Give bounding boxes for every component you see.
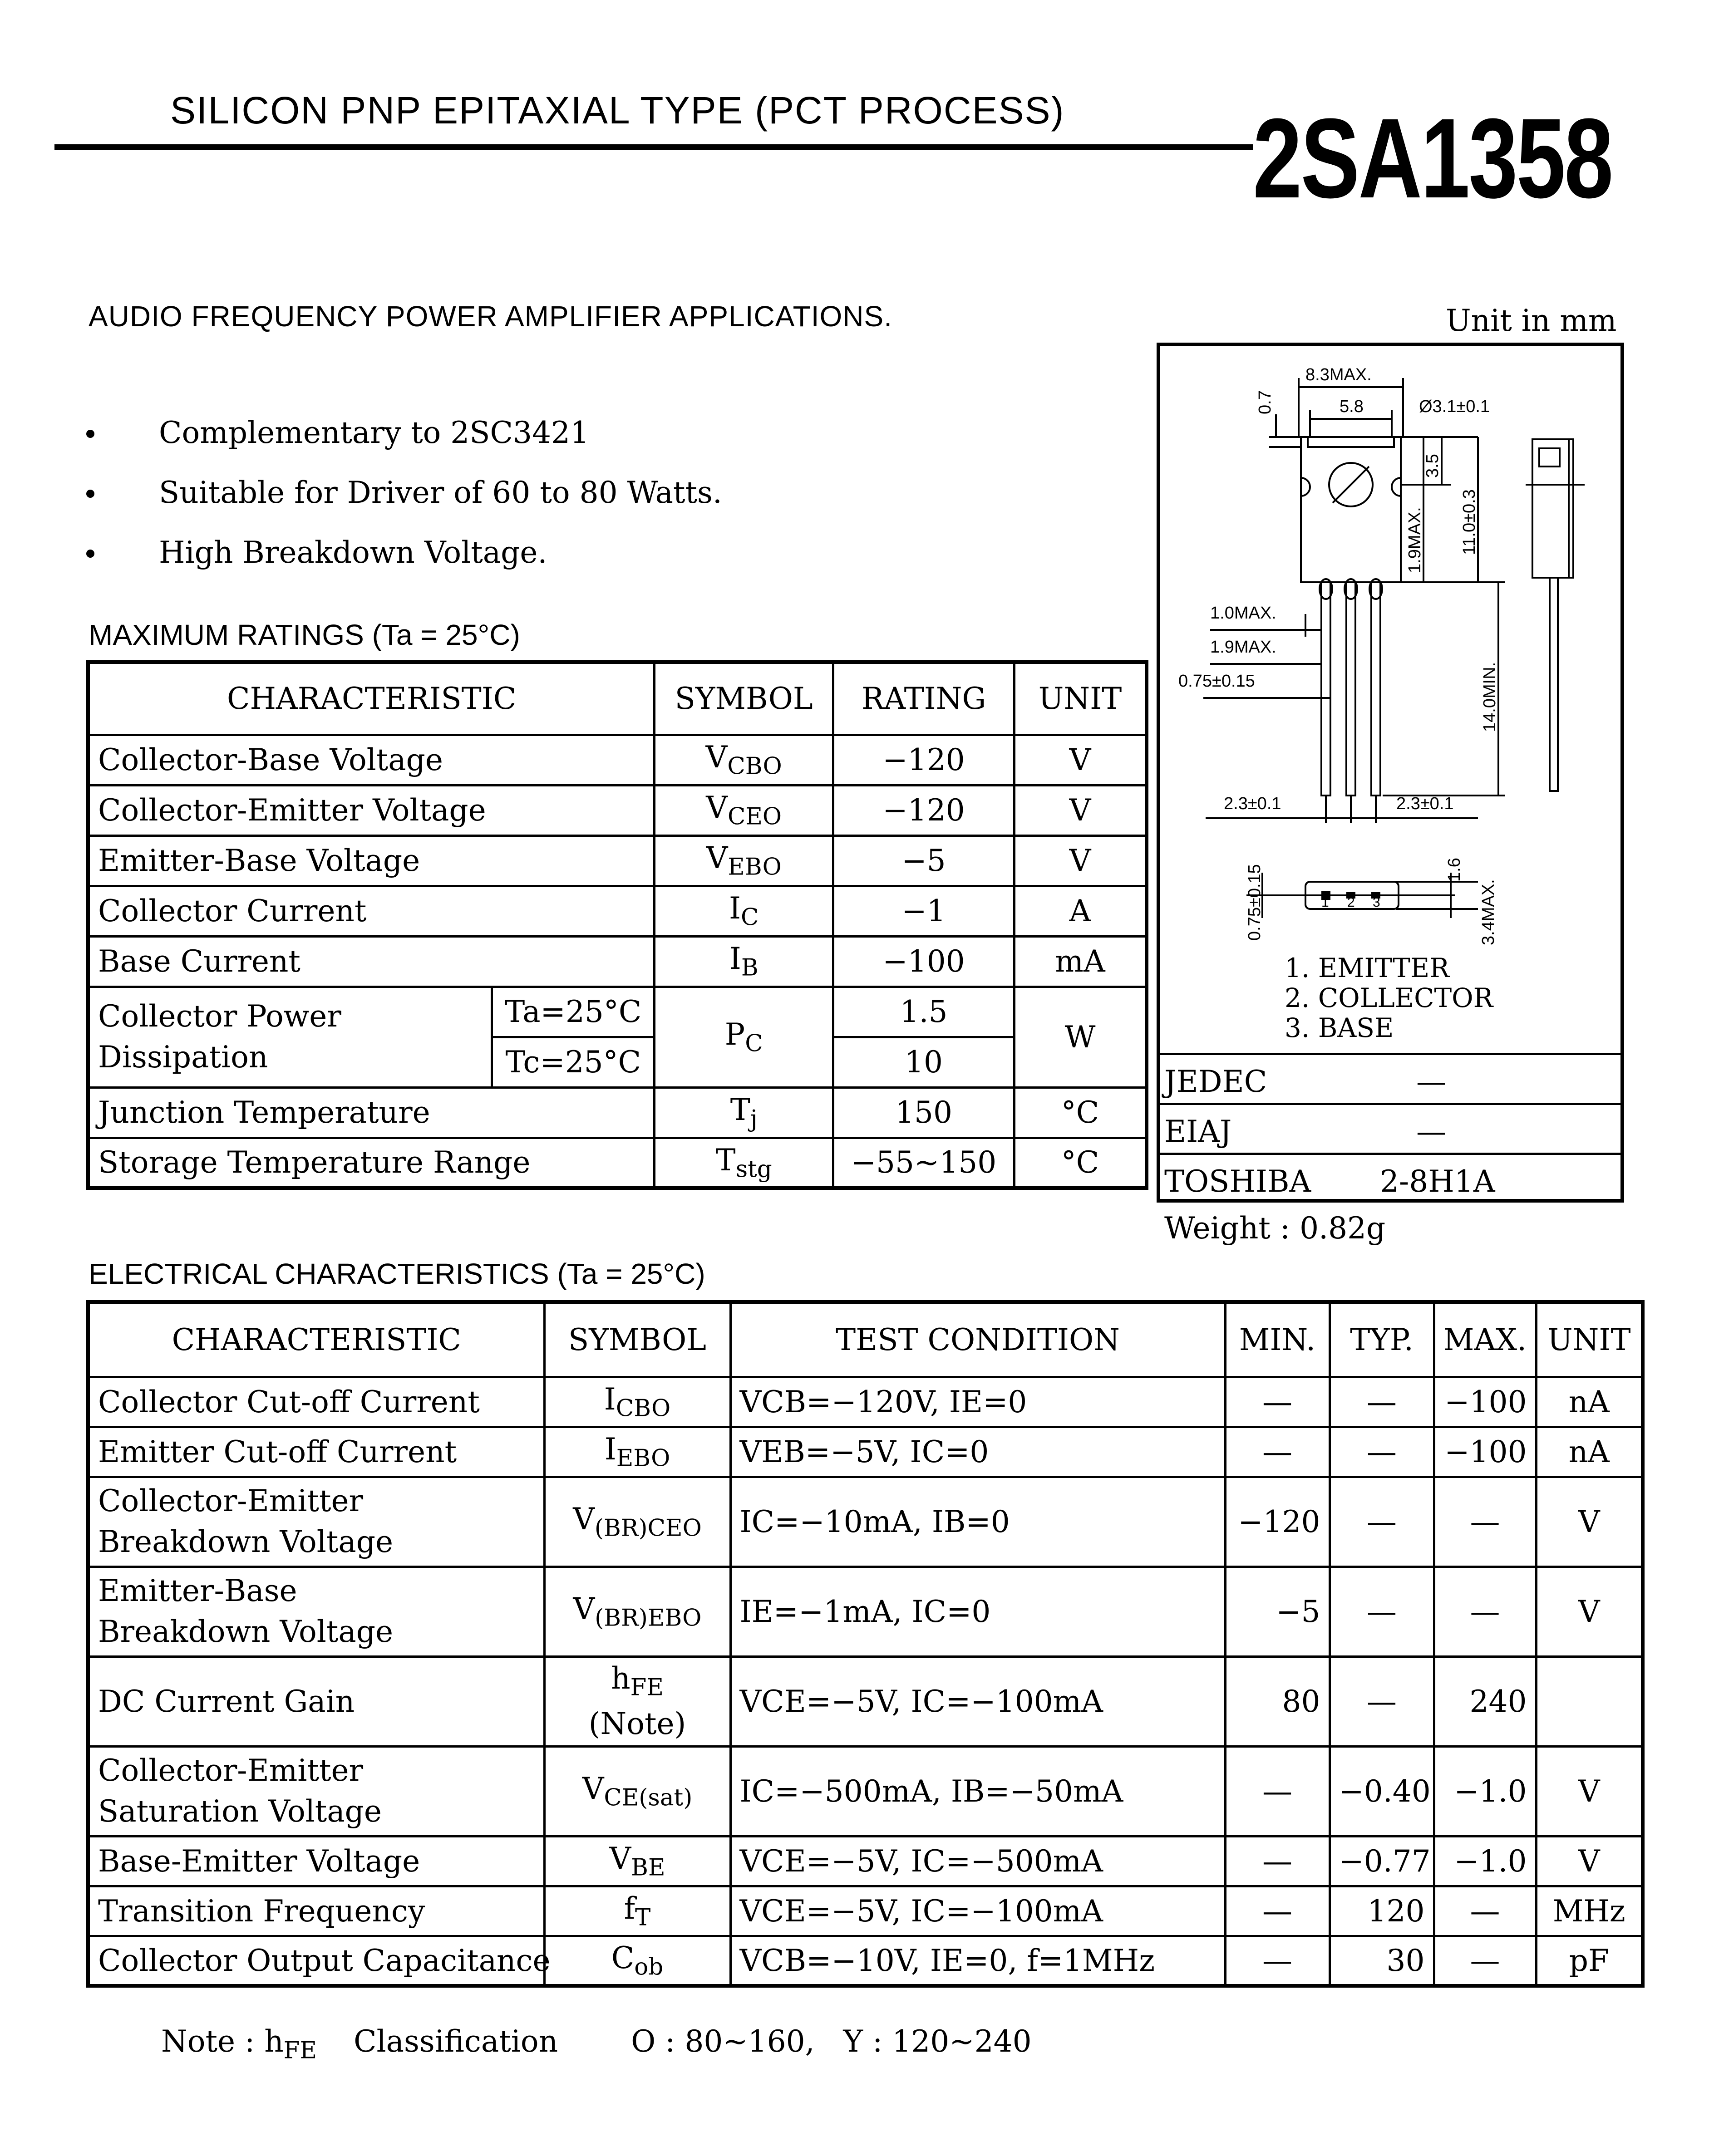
header-symbol: SYMBOL	[655, 662, 833, 735]
pin-item: 2. COLLECTOR	[1285, 982, 1493, 1013]
header-rule	[54, 144, 1253, 150]
table-row: Junction Temperature $T_j$ 150 °C	[88, 1087, 1147, 1138]
electrical-title: ELECTRICAL CHARACTERISTICS (Ta = 25°C)	[89, 1257, 705, 1290]
standard-name: EIAJ	[1164, 1114, 1232, 1149]
table-row: Emitter Cut-off Current $I_{EBO}$ VEB=−5V, IC=0 — — −100 nA	[88, 1427, 1643, 1477]
table-row: Collector Cut-off Current $I_{CBO}$ VCB=−120V, IE=0 — — −100 nA	[88, 1377, 1643, 1427]
package-outline-drawing	[1160, 346, 1620, 1045]
bullet-icon	[86, 490, 94, 498]
pin-assignment-list	[1285, 953, 1493, 1043]
lead-3	[1371, 582, 1380, 796]
table-row: Collector-Emitter Saturation Voltage $V_{CE(sat)}$ IC=−500mA, IB=−50mA — −0.40 −1.0 V	[88, 1746, 1643, 1836]
device-type-line: SILICON PNP EPITAXIAL TYPE (PCT PROCESS)	[170, 89, 1065, 132]
dim-label: 14.0MIN.	[1480, 662, 1499, 732]
standard-value: 2-8H1A	[1380, 1164, 1495, 1199]
hfe-classification-note: Note : $h_{FE}$ Classification O : 80~160, Y : 120~240	[161, 2024, 1032, 2064]
pin-label: 2	[1347, 895, 1355, 910]
pin-label: 3	[1373, 895, 1380, 910]
dim-label: 2.3±0.1	[1224, 794, 1281, 813]
table-row: Storage Temperature Range $T_{stg}$ −55~150 °C	[88, 1138, 1147, 1188]
dim-label: Ø3.1±0.1	[1419, 397, 1490, 416]
table-row: Collector Current $I_C$ −1 A	[88, 886, 1147, 936]
package-tab	[1308, 437, 1394, 447]
table-row: Collector Output Capacitance $C_{ob}$ VCB=−10V, IE=0, f=1MHz — 30 — pF	[88, 1936, 1643, 1986]
dim-label: 1.0MAX.	[1210, 604, 1276, 623]
dim-label: 1.9MAX.	[1405, 507, 1424, 573]
dim-label: 5.8	[1340, 397, 1364, 416]
table-row-power: Collector Power Dissipation Ta=25°C $P_C$ 1.5 W	[88, 987, 1147, 1037]
dim-label: 2.3±0.1	[1396, 794, 1454, 813]
pin-item: 1. EMITTER	[1285, 953, 1449, 983]
feature-list	[82, 415, 722, 595]
table-row: Collector-Emitter Voltage $V_{CEO}$ −120 V	[88, 785, 1147, 835]
divider	[1157, 1103, 1624, 1105]
feature-item: Complementary to 2SC3421	[82, 415, 722, 475]
table-row-power-tc: Tc=25°C 10	[88, 1037, 1147, 1087]
pin-item: 3. BASE	[1285, 1012, 1394, 1043]
max-ratings-table	[86, 660, 1148, 1190]
applications-heading: AUDIO FREQUENCY POWER AMPLIFIER APPLICATIONS.	[89, 300, 892, 333]
dim-label: 11.0±0.3	[1460, 489, 1479, 555]
table-row: Transition Frequency $f_T$ VCE=−5V, IC=−100mA — 120 — MHz	[88, 1886, 1643, 1936]
standard-value: —	[1416, 1114, 1446, 1149]
divider	[1157, 1053, 1624, 1055]
dim-label: 3.5	[1423, 454, 1442, 478]
max-ratings-title: MAXIMUM RATINGS (Ta = 25°C)	[89, 619, 520, 651]
header-characteristic: CHARACTERISTIC	[88, 662, 655, 735]
feature-item: High Breakdown Voltage.	[82, 535, 722, 595]
bullet-icon	[86, 430, 94, 438]
table-header-row	[88, 662, 1147, 735]
table-row: Collector-Emitter Breakdown Voltage $V_{(BR)CEO}$ IC=−10mA, IB=0 −120 — — V	[88, 1477, 1643, 1567]
lead-1	[1321, 582, 1330, 796]
dim-label: 1.9MAX.	[1210, 638, 1276, 657]
table-row: Collector-Base Voltage $V_{CBO}$ −120 V	[88, 735, 1147, 785]
pin-label: 1	[1321, 895, 1329, 910]
unit-note: Unit in mm	[1446, 303, 1617, 338]
package-body	[1301, 437, 1401, 582]
divider	[1157, 1153, 1624, 1155]
table-row: Base-Emitter Voltage $V_{BE}$ VCE=−5V, IC=−500mA — −0.77 −1.0 V	[88, 1836, 1643, 1886]
feature-item: Suitable for Driver of 60 to 80 Watts.	[82, 475, 722, 535]
table-row: Emitter-Base Voltage $V_{EBO}$ −5 V	[88, 835, 1147, 886]
table-header-row: CHARACTERISTIC SYMBOL TEST CONDITION MIN. TYP. MAX. UNIT	[88, 1302, 1643, 1377]
standard-name: TOSHIBA	[1164, 1164, 1311, 1199]
header-unit: UNIT	[1014, 662, 1147, 735]
lead-2	[1346, 582, 1355, 796]
weight: Weight : 0.82g	[1164, 1211, 1386, 1246]
standard-value: —	[1416, 1064, 1446, 1099]
dim-label: 0.75±0.15	[1178, 672, 1255, 691]
part-number: 2SA1358	[1253, 95, 1612, 221]
dim-label: 1.6	[1445, 858, 1464, 882]
dim-label: 0.75±0.15	[1245, 864, 1264, 941]
table-row: Emitter-Base Breakdown Voltage $V_{(BR)EBO}$ IE=−1mA, IC=0 −5 — — V	[88, 1567, 1643, 1656]
dim-label: 0.7	[1256, 390, 1275, 414]
table-row: DC Current Gain $h_{FE}$ (Note) VCE=−5V, IC=−100mA 80 — 240	[88, 1656, 1643, 1746]
header-rating: RATING	[833, 662, 1015, 735]
bullet-icon	[86, 550, 94, 558]
standard-name: JEDEC	[1164, 1064, 1267, 1099]
dim-label: 3.4MAX.	[1479, 879, 1498, 945]
dim-label: 8.3MAX.	[1305, 365, 1372, 384]
electrical-table	[86, 1300, 1645, 1988]
table-row: Base Current $I_B$ −100 mA	[88, 936, 1147, 987]
